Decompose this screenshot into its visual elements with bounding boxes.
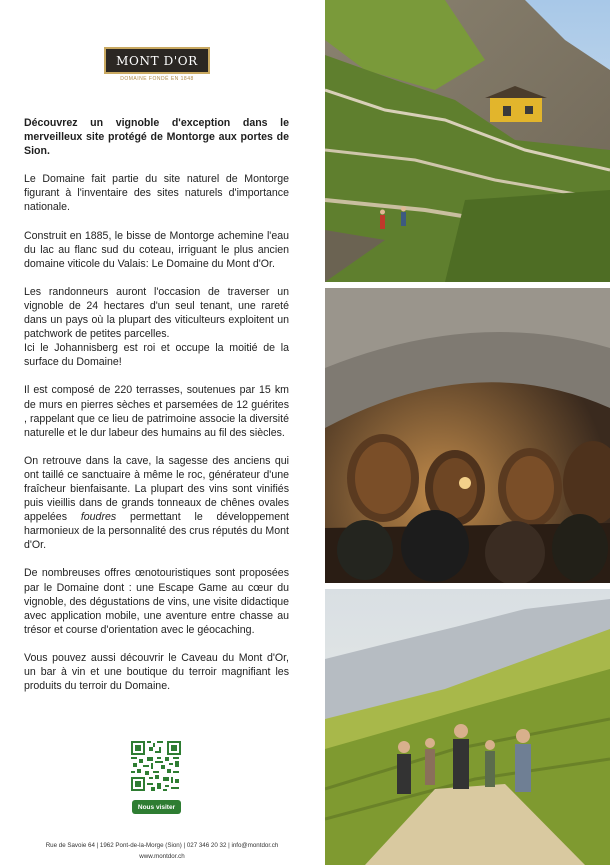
article-body [24,116,289,707]
cave-text-end: permettant le développement harmonieux de la personnalité des crus réputés du Mont d'Or. [24,511,289,552]
mont-dor-logo [104,47,210,82]
paragraph-terrasses: Il est composé de 220 terrasses, soutenues par 15 km de murs en pierres sèches et parsemées de 12 guérites , rappelant que ce lieu de patrimoine associe la diversité naturelle et le dur labeur des humains au fil des siècles. [24,384,289,439]
footer-address: Rue de Savoie 64 | 1962 Pont-de-la-Morge (Sion) | 027 346 20 32 | info@montdor.ch [45,842,279,849]
paragraph-johannisberg: Ici le Johannisberg est roi et occupe la moitié de la surface du Domaine! [24,342,289,369]
paragraph-oenotourisme: De nombreuses offres œnotouristiques sont proposées par le Domaine dont : une Escape Game au cœur du vignoble, des dégustations de vins, une visite didactique avec application mobile, une aventure entre chasse au trésor et course d'orientation avec le géocaching. [24,567,289,636]
paragraph-caveau: Vous pouvez aussi découvrir le Caveau du Mont d'Or, un bar à vin et une boutique du terroir magnifiant les produits du terroir du Domaine. [24,651,289,693]
paragraph-cave [24,454,289,553]
visit-us-button[interactable]: Nous visiter [132,800,181,814]
paragraph-randonneurs: Les randonneurs auront l'occasion de traverser un vignoble de 24 hectares d'un seul tenant, une rareté dans un pays où la plupart des viticulteurs exploitent un patchwork de petites parcelles. [24,285,289,341]
wine-cellar-photo [325,288,610,583]
logo-badge [104,47,210,74]
footer-website[interactable]: www.montdor.ch [139,853,185,860]
vineyard-hike-photo [325,589,610,865]
paragraph-site: Le Domaine fait partie du site naturel de Montorge figurant à l'inventaire des sites naturels d'importance nationale. [24,173,289,214]
footer [0,840,324,862]
paragraph-bisse: Construit en 1885, le bisse de Montorge achemine l'eau du lac au flanc sud du coteau, irriguant le plus ancien domaine viticole du Valais: Le Domaine du Mont d'Or. [24,229,289,270]
qr-code[interactable] [131,741,181,791]
logo-name: MONT D'OR [116,53,198,68]
cave-text-start: On retrouve dans la cave, la sagesse des anciens qui ont taillé ce sanctuaire à même le roc, générateur d'une fraîcheur bienfaisante. La plupart des vins sont vinifiés puis vieillis dans de grands tonneaux de chênes ovales appelées [24,454,289,524]
foudres-term: foudres [80,511,117,524]
intro-heading: Découvrez un vignoble d'exception dans le merveilleux site protégé de Montorge aux portes de Sion. [24,117,289,158]
vineyard-cliff-photo [325,0,610,282]
logo-tagline: DOMAINE FONDÉ EN 1848 [120,76,194,82]
